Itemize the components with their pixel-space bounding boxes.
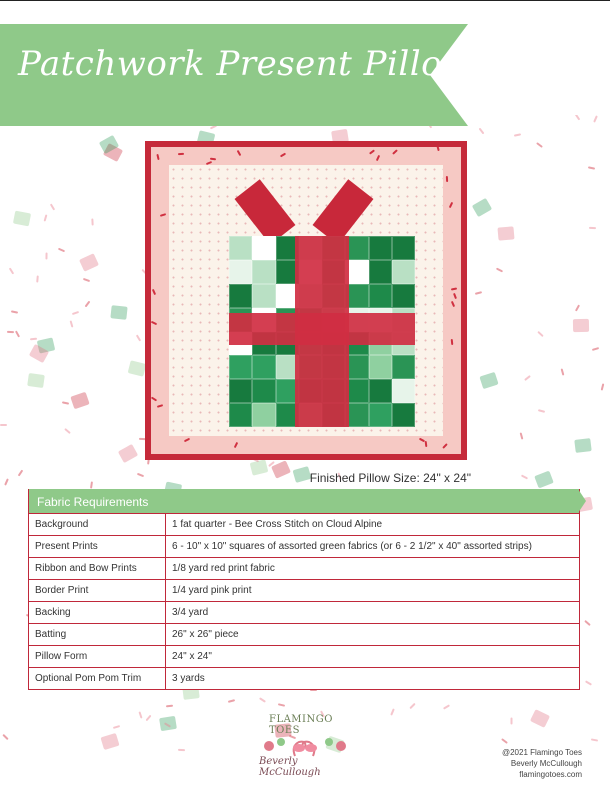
confetti-motif (166, 705, 173, 708)
gift-motif (110, 305, 127, 320)
row-value: 1 fat quarter - Bee Cross Stitch on Cloud Alpine (166, 514, 580, 536)
gift-motif (534, 471, 554, 489)
confetti-motif (496, 268, 503, 273)
background-fabric (169, 165, 443, 436)
row-label: Optional Pom Pom Trim (29, 668, 166, 690)
confetti-motif (0, 424, 7, 426)
confetti-motif (536, 142, 543, 148)
patch-square (369, 403, 392, 427)
confetti-motif (44, 214, 48, 221)
confetti-motif (72, 311, 79, 315)
patch-square (369, 260, 392, 284)
patch-square (252, 355, 275, 379)
patch-square (252, 284, 275, 308)
table-row (29, 668, 580, 690)
table-row (29, 602, 580, 624)
table-row (29, 624, 580, 646)
confetti-motif (259, 697, 266, 702)
row-label: Background (29, 514, 166, 536)
border-confetti (237, 150, 242, 156)
patch-square (369, 236, 392, 260)
flamingo-toes-logo (255, 714, 355, 778)
row-label: Present Prints (29, 536, 166, 558)
border-confetti (451, 339, 454, 345)
confetti-motif (561, 368, 565, 375)
gift-motif (530, 709, 550, 728)
fabric-requirements-table (28, 489, 580, 690)
row-value: 3/4 yard (166, 602, 580, 624)
border-confetti (453, 293, 457, 299)
table-header-cap (578, 489, 586, 513)
row-label: Pillow Form (29, 646, 166, 668)
patch-square (229, 403, 252, 427)
confetti-motif (475, 291, 482, 295)
confetti-motif (585, 680, 592, 685)
confetti-motif (514, 133, 521, 136)
logo-title: FLAMINGO TOES (269, 714, 333, 736)
patch-square (252, 379, 275, 403)
confetti-motif (390, 708, 395, 715)
ribbon-horizontal (229, 313, 415, 345)
row-label: Ribbon and Bow Prints (29, 558, 166, 580)
confetti-motif (83, 278, 90, 282)
patch-square (369, 355, 392, 379)
gift-motif (70, 392, 89, 410)
confetti-motif (85, 301, 91, 308)
confetti-motif (520, 432, 524, 439)
top-rule (0, 0, 610, 1)
row-label: Border Print (29, 580, 166, 602)
confetti-motif (501, 738, 508, 744)
page-title: Patchwork Present Pillow (18, 44, 472, 84)
bow-left (235, 179, 296, 244)
row-label: Batting (29, 624, 166, 646)
confetti-motif (521, 474, 528, 479)
confetti-motif (113, 725, 120, 729)
border-confetti (234, 442, 239, 448)
confetti-motif (601, 383, 605, 390)
confetti-motif (593, 115, 598, 122)
confetti-motif (11, 310, 18, 313)
table-row (29, 646, 580, 668)
confetti-motif (45, 252, 47, 259)
row-value: 1/4 yard pink print (166, 580, 580, 602)
gift-motif (27, 373, 45, 388)
confetti-motif (4, 478, 9, 485)
patch-square (252, 260, 275, 284)
confetti-motif (15, 330, 20, 337)
gift-motif (250, 459, 269, 475)
confetti-motif (584, 620, 591, 626)
patch-square (369, 379, 392, 403)
confetti-motif (538, 409, 545, 413)
patch-square (229, 236, 252, 260)
confetti-motif (479, 128, 485, 135)
confetti-motif (9, 268, 14, 275)
confetti-motif (62, 401, 69, 404)
table-row (29, 558, 580, 580)
patch-square (392, 284, 415, 308)
patch-square (229, 355, 252, 379)
confetti-motif (50, 203, 55, 210)
confetti-motif (592, 347, 599, 351)
border-confetti (151, 397, 157, 402)
gift-motif (479, 372, 498, 389)
patch-square (229, 284, 252, 308)
confetti-motif (524, 375, 531, 381)
table-row (29, 580, 580, 602)
border-confetti (160, 213, 166, 217)
confetti-motif (90, 481, 93, 488)
border-confetti (151, 321, 157, 325)
confetti-motif (136, 334, 141, 341)
author-line: Beverly McCullough (510, 759, 582, 768)
border-confetti (157, 404, 163, 408)
gift-motif (573, 319, 589, 332)
confetti-motif (2, 734, 8, 740)
patch-square (252, 236, 275, 260)
border-confetti (451, 287, 457, 290)
border-confetti (425, 441, 428, 447)
copyright-line: @2021 Flamingo Toes (501, 748, 582, 757)
confetti-motif (575, 115, 581, 120)
patch-square (229, 260, 252, 284)
border-confetti (446, 176, 448, 182)
table-header: Fabric Requirements (28, 489, 580, 513)
confetti-motif (58, 248, 65, 253)
border-confetti (436, 147, 439, 151)
gift-motif (100, 733, 119, 750)
confetti-motif (588, 166, 595, 169)
confetti-motif (138, 711, 142, 718)
confetti-motif (70, 320, 74, 327)
border-confetti (184, 438, 190, 443)
gift-motif (13, 211, 31, 227)
copyright-block (502, 747, 582, 780)
confetti-motif (228, 699, 235, 703)
gift-motif (574, 438, 591, 453)
row-value: 6 - 10" x 10" squares of assorted green fabrics (or 6 - 2 1/2" x 40" assorted strips) (166, 536, 580, 558)
gift-motif (293, 466, 312, 483)
gift-motif (128, 360, 147, 376)
confetti-motif (589, 227, 596, 229)
confetti-motif (178, 749, 185, 751)
row-value: 3 yards (166, 668, 580, 690)
gift-motif (497, 226, 514, 240)
border-confetti (451, 301, 455, 307)
confetti-motif (443, 704, 450, 709)
row-value: 26" x 26" piece (166, 624, 580, 646)
confetti-motif (36, 275, 39, 282)
confetti-motif (511, 718, 513, 725)
confetti-motif (409, 703, 415, 709)
row-label: Backing (29, 602, 166, 624)
confetti-motif (64, 428, 71, 434)
border-confetti (449, 202, 453, 208)
patch-square (229, 379, 252, 403)
table-row (29, 536, 580, 558)
logo-signature: Beverly McCullough (259, 756, 321, 778)
confetti-motif (278, 703, 285, 707)
confetti-motif (137, 473, 144, 477)
border-confetti (376, 155, 380, 161)
border-confetti (392, 149, 398, 155)
confetti-motif (91, 218, 93, 225)
gift-motif (472, 198, 492, 217)
website-link[interactable]: flamingotoes.com (519, 770, 582, 779)
gift-motif (118, 444, 138, 463)
confetti-motif (591, 738, 598, 741)
patch-square (392, 379, 415, 403)
border-confetti (280, 153, 286, 158)
confetti-motif (537, 331, 543, 337)
patch-square (252, 403, 275, 427)
patch-square (392, 355, 415, 379)
border-confetti (156, 154, 159, 160)
confetti-motif (30, 338, 37, 341)
finished-size-caption: Finished Pillow Size: 24" x 24" (309, 471, 471, 485)
patch-square (392, 236, 415, 260)
bow-right (313, 179, 374, 244)
row-value: 1/8 yard red print fabric (166, 558, 580, 580)
border-confetti (419, 438, 425, 443)
confetti-motif (145, 715, 151, 722)
confetti-motif (18, 470, 24, 477)
pillow-quilt-image (145, 141, 467, 460)
confetti-motif (575, 304, 580, 311)
gift-motif (79, 253, 99, 272)
border-confetti (178, 153, 184, 155)
patch-square (369, 284, 392, 308)
border-confetti (369, 149, 375, 154)
table-row (29, 514, 580, 536)
confetti-motif (7, 331, 14, 333)
border-confetti (152, 289, 156, 295)
patch-square (392, 260, 415, 284)
row-value: 24" x 24" (166, 646, 580, 668)
border-confetti (442, 443, 448, 449)
patch-square (392, 403, 415, 427)
